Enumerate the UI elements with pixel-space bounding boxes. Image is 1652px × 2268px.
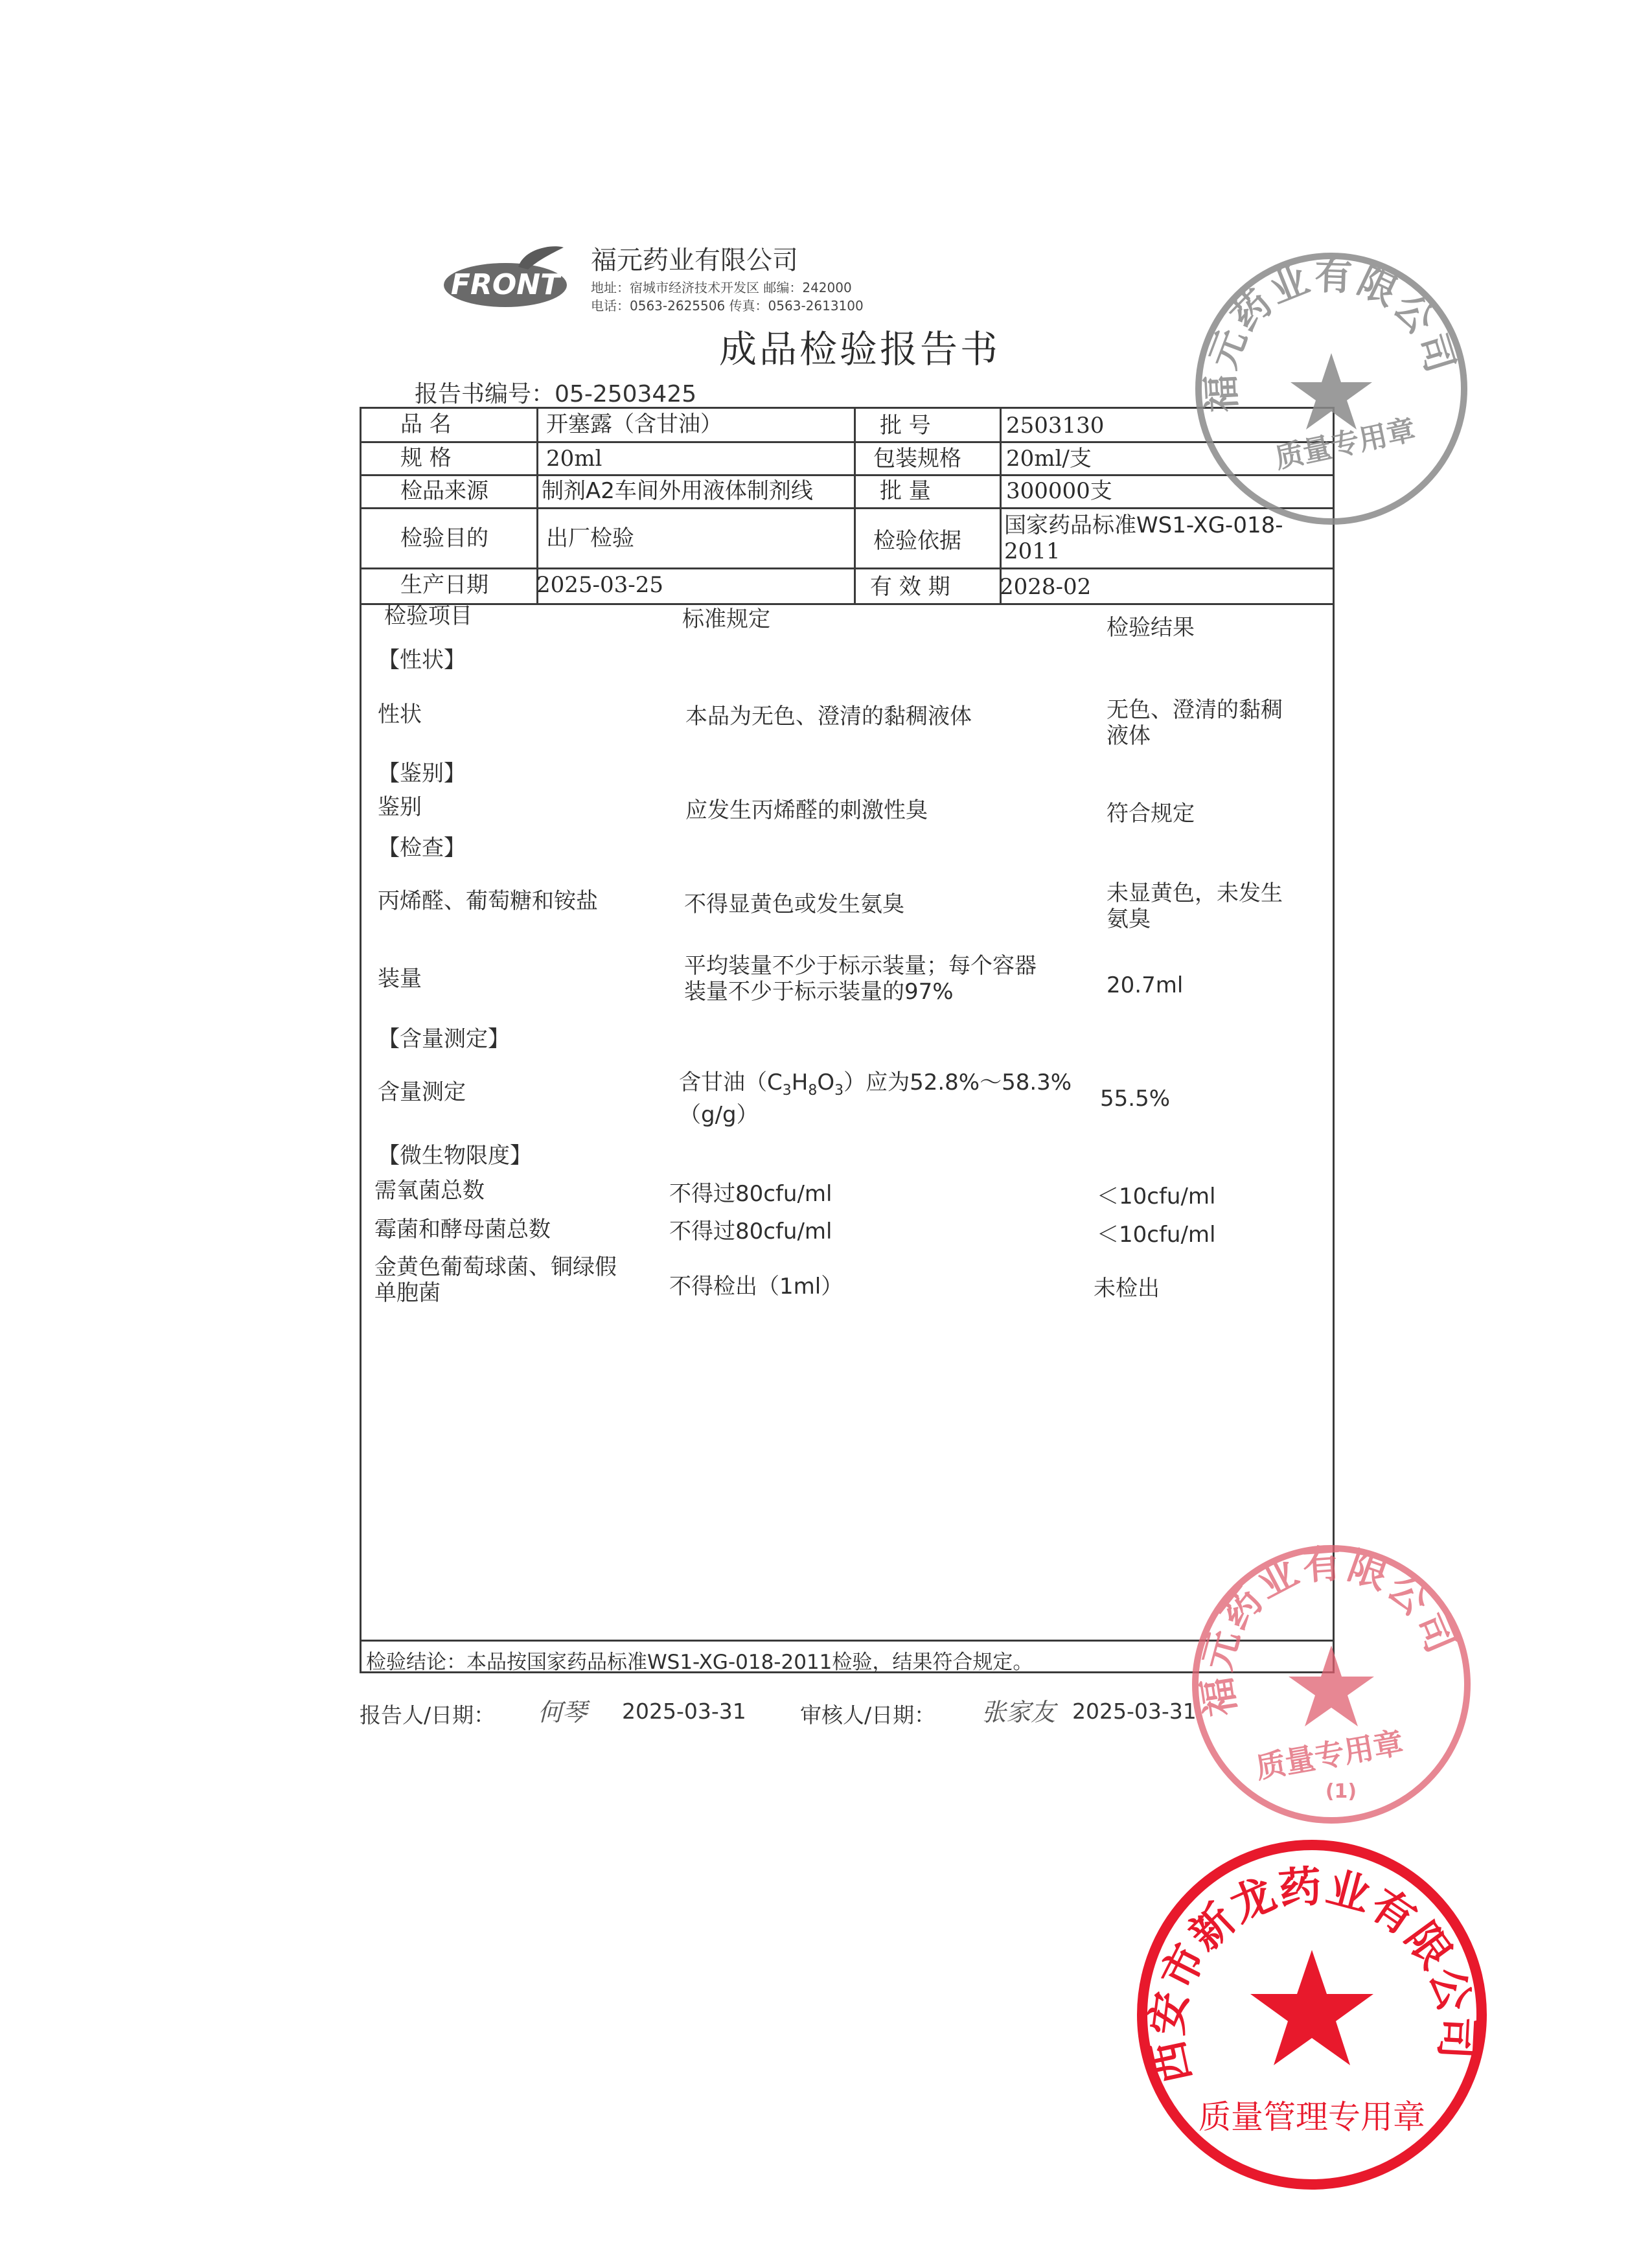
reporter-date: 2025-03-31 [622,1699,746,1724]
company-phone: 电话：0563-2625506 传真：0563-2613100 [591,298,864,314]
production-date-value: 2025-03-25 [536,572,664,598]
appearance-item: 性状 [378,702,422,727]
micro1-standard: 不得过80cfu/ml [669,1181,832,1207]
basis-value-line1: 国家药品标准WS1-XG-018- [1004,512,1283,538]
basis-value-line2: 2011 [1004,538,1061,564]
product-value: 开塞露（含甘油） [546,411,722,437]
assay-standard [679,1070,1072,1104]
divider [361,603,1333,605]
identification-result: 符合规定 [1107,801,1195,827]
appearance-standard: 本品为无色、澄清的黏稠液体 [685,704,972,729]
company-logo [441,241,570,312]
micro2-standard: 不得过80cfu/ml [669,1219,832,1244]
conclusion: 检验结论：本品按国家药品标准WS1-XG-018-2011检验，结果符合规定。 [366,1651,1033,1674]
quality-seal-red-1 [1189,1542,1474,1827]
quality-seal-gray [1192,249,1471,528]
star-icon [1250,1950,1373,2065]
spec-value: 20ml [546,446,602,472]
assay-o: O [817,1070,835,1095]
document-title: 成品检验报告书 [719,327,1001,371]
report-number [415,376,696,409]
identification-standard: 应发生丙烯醛的刺激性臭 [685,797,928,823]
reporter-label: 报告人/日期： [360,1702,496,1728]
check2-item: 装量 [378,966,422,992]
package-label: 包装规格 [873,446,961,472]
company-name: 福元药业有限公司 [591,246,798,275]
check2-result: 20.7ml [1107,972,1184,998]
section-check: 【检查】 [378,835,466,861]
micro2-item: 霉菌和酵母菌总数 [374,1217,551,1243]
assay-sub3: 3 [834,1082,844,1099]
appearance-result-line1: 无色、澄清的黏稠 [1107,697,1283,723]
assay-sub1: 3 [782,1082,792,1099]
company-address: 地址：宿城市经济技术开发区 邮编：242000 [591,280,852,295]
assay-item: 含量测定 [378,1079,466,1105]
identification-item: 鉴别 [378,794,422,820]
assay-sub2: 8 [808,1082,818,1099]
quantity-value: 300000支 [1006,478,1112,504]
purpose-value: 出厂检验 [546,525,634,551]
divider [361,507,1333,509]
column-header-standard: 标准规定 [682,606,770,632]
basis-label: 检验依据 [873,528,961,554]
assay-result: 55.5% [1100,1086,1171,1112]
section-microbial: 【微生物限度】 [378,1143,532,1169]
red2-seal-sub: 质量管理专用章 [1199,2098,1425,2136]
reviewer-label: 审核人/日期： [800,1702,936,1728]
divider [361,567,1333,569]
red1-seal-number: (1) [1325,1780,1357,1803]
assay-h: H [791,1070,809,1095]
quantity-label: 批 量 [880,478,931,504]
star-icon [1291,353,1372,430]
divider [361,441,1333,443]
column-header-result: 检验结果 [1107,615,1195,641]
source-value: 制剂A2车间外用液体制剂线 [542,478,813,504]
star-icon [1289,1645,1374,1726]
batch-no-label: 批 号 [880,413,931,439]
check2-standard-line2: 装量不少于标示装量的97% [684,979,954,1005]
expiry-label: 有 效 期 [870,574,950,600]
check1-result-line2: 氨臭 [1107,906,1151,932]
check2-standard-line1: 平均装量不少于标示装量；每个容器 [684,953,1037,979]
assay-std-b: ）应为52.8%～58.3% [843,1070,1072,1095]
red1-seal-company: 福元药业有限公司 [1193,1542,1465,1720]
spec-label: 规 格 [400,445,452,471]
reviewer-date: 2025-03-31 [1072,1699,1197,1724]
check1-item: 丙烯醛、葡萄糖和铵盐 [378,888,598,914]
package-value: 20ml/支 [1006,446,1092,472]
expiry-value: 2028-02 [1000,574,1092,600]
report-number-value: 05-2503425 [555,381,697,407]
logo-text: FRONT [450,268,560,301]
assay-standard-unit: （g/g） [679,1102,759,1128]
divider [361,474,1333,476]
production-date-label: 生产日期 [400,572,488,598]
micro2-result: ＜10cfu/ml [1097,1222,1216,1248]
product-label: 品 名 [400,411,452,437]
micro3-item-line1: 金黄色葡萄球菌、铜绿假 [374,1254,617,1280]
check1-standard: 不得显黄色或发生氨臭 [684,891,904,917]
reporter-signature: 何琴 [538,1698,588,1726]
check1-result-line1: 未显黄色，未发生 [1107,880,1283,906]
red2-seal-company: 西安市新龙药业有限公司 [1141,1861,1483,2089]
gray-seal-sub: 质量专用章 [1272,413,1419,475]
micro3-result: 未检出 [1094,1276,1160,1301]
quality-management-seal [1130,1833,1493,2196]
red1-seal-sub: 质量专用章 [1253,1724,1406,1785]
section-identification: 【鉴别】 [378,761,466,786]
divider [361,1640,1333,1642]
micro1-result: ＜10cfu/ml [1097,1184,1216,1209]
section-assay: 【含量测定】 [378,1026,510,1052]
reviewer-signature: 张家友 [981,1698,1056,1726]
column-header-item: 检验项目 [384,603,472,629]
batch-no-value: 2503130 [1006,413,1105,439]
micro3-standard: 不得检出（1ml） [669,1274,843,1300]
micro3-item-line2: 单胞菌 [374,1280,441,1306]
report-table [360,407,1335,1673]
appearance-result-line2: 液体 [1107,723,1151,749]
gray-seal-company: 福元药业有限公司 [1198,253,1464,414]
section-appearance: 【性状】 [378,647,466,673]
micro1-item: 需氧菌总数 [374,1178,485,1204]
report-number-label: 报告书编号： [415,381,555,407]
assay-std-a: 含甘油（C [679,1070,783,1095]
source-label: 检品来源 [400,478,488,504]
purpose-label: 检验目的 [400,525,488,551]
divider [854,409,856,603]
